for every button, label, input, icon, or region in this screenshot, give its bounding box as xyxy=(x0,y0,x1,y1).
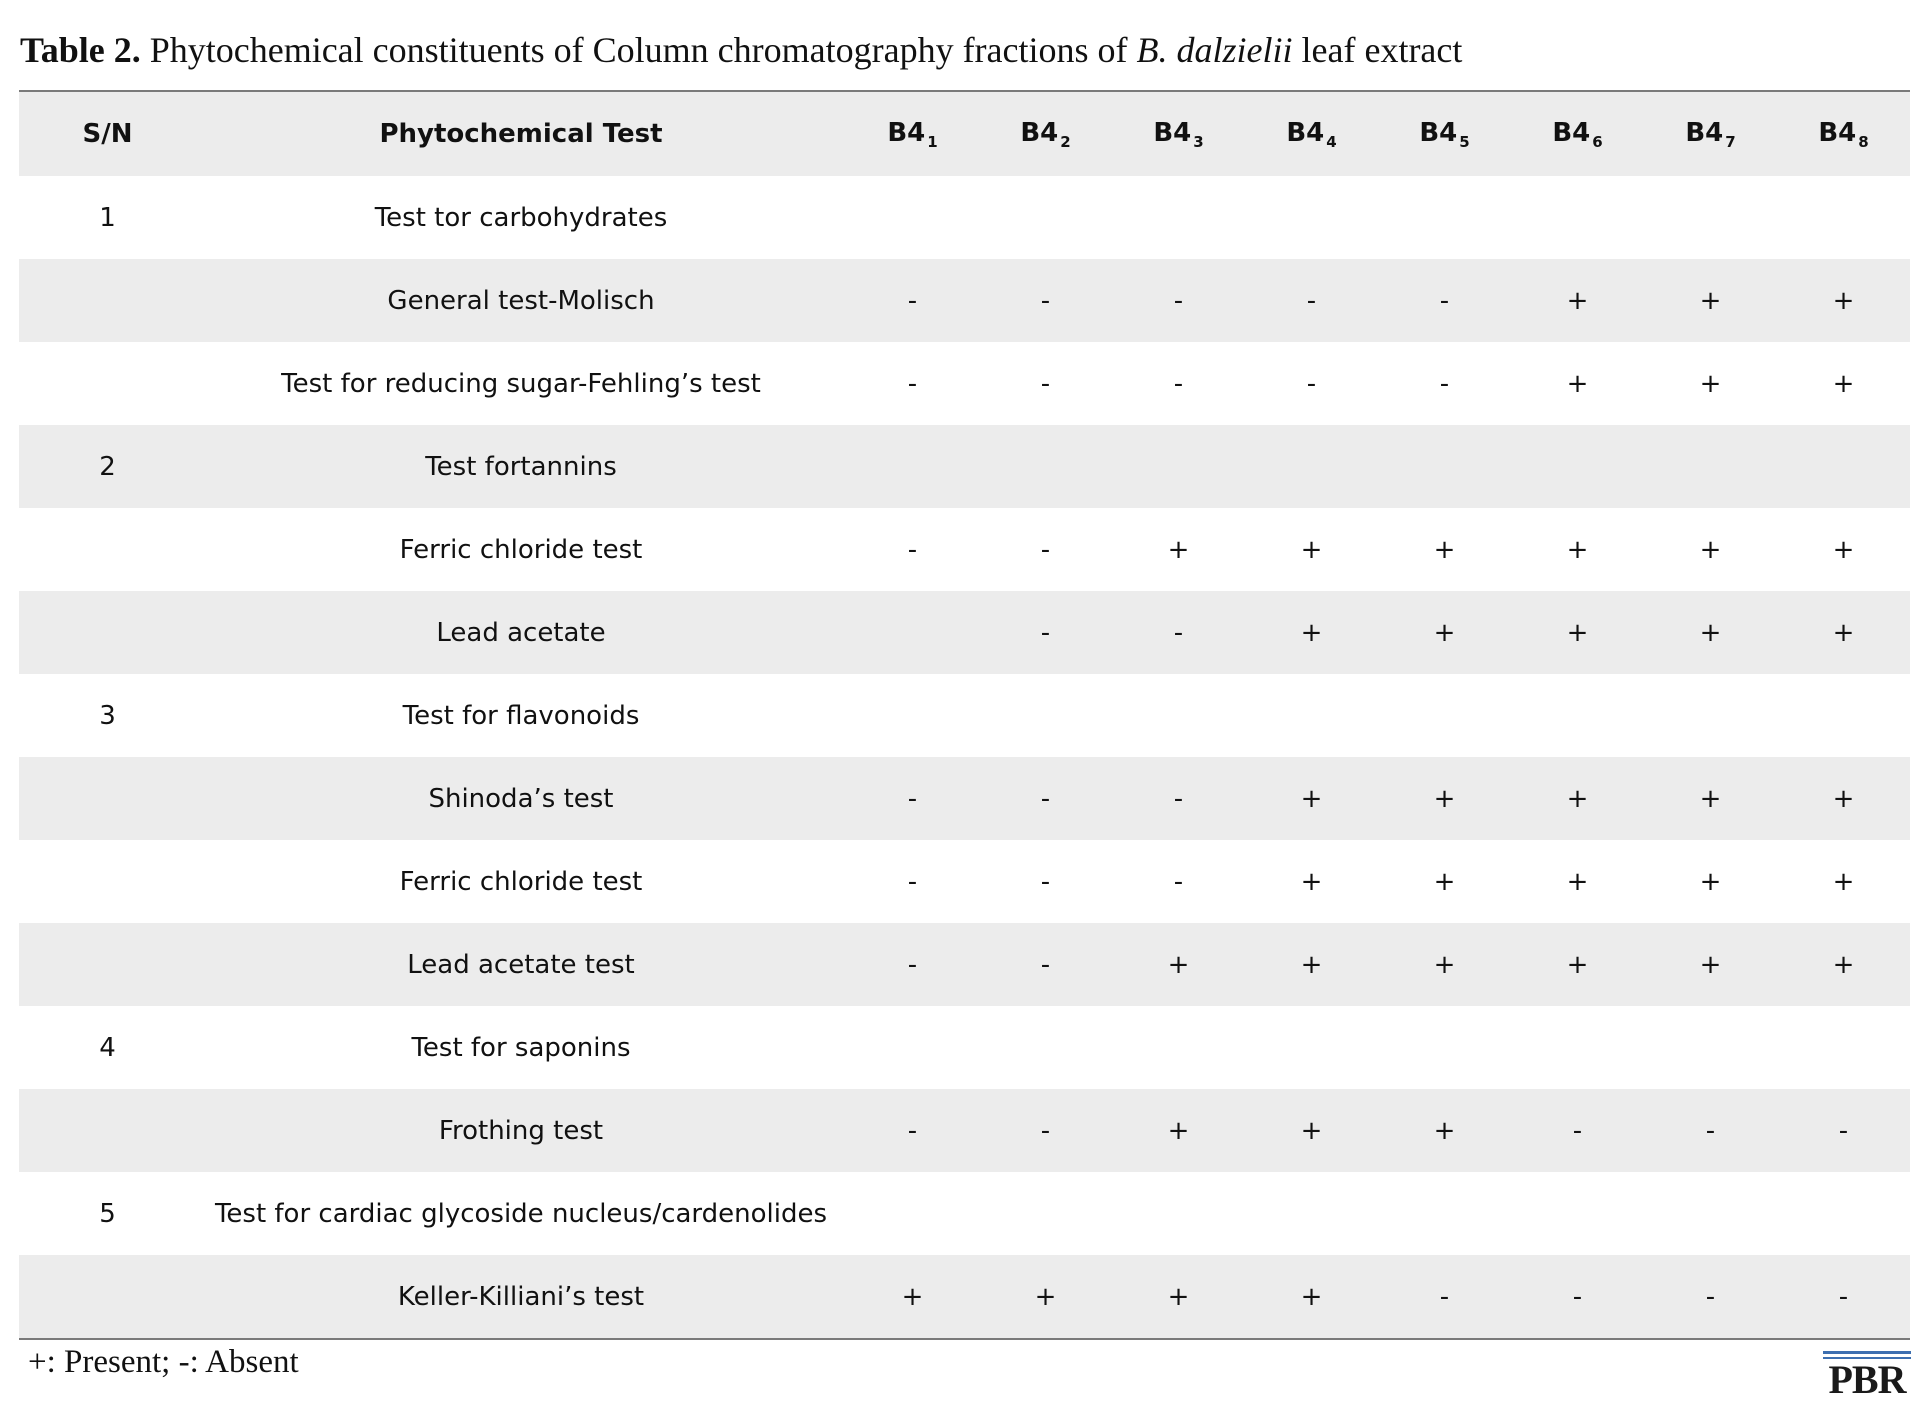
header-fraction xyxy=(979,92,1112,176)
cell-result xyxy=(1112,1006,1245,1089)
cell-result: + xyxy=(1832,949,1855,980)
phytochemical-table xyxy=(19,90,1910,1340)
fraction-subscript: 6 xyxy=(1592,132,1603,151)
cell-result: - xyxy=(1572,1281,1583,1312)
cell-result xyxy=(979,1006,1112,1089)
cell-result: + xyxy=(1832,617,1855,648)
cell-test: Lead acetate test xyxy=(407,949,635,980)
cell-result xyxy=(979,1172,1112,1255)
cell-test: Frothing test xyxy=(438,1115,604,1146)
cell-sn: 1 xyxy=(99,202,116,233)
cell-result: + xyxy=(1167,1115,1190,1146)
cell-test: Test for flavonoids xyxy=(402,700,640,731)
cell-result xyxy=(1378,1172,1511,1255)
fraction-subscript: 1 xyxy=(927,132,938,151)
table-row xyxy=(19,757,1910,840)
table-row xyxy=(19,342,1910,425)
cell-result: + xyxy=(1034,1281,1057,1312)
table-caption xyxy=(20,26,1462,74)
cell-result: + xyxy=(1566,285,1589,316)
cell-result xyxy=(1112,176,1245,259)
fraction-subscript: 5 xyxy=(1459,132,1470,151)
cell-result: + xyxy=(1300,534,1323,565)
header-fraction xyxy=(1378,92,1511,176)
cell-result xyxy=(846,674,979,757)
table-label: Table 2. xyxy=(20,30,141,70)
table-row xyxy=(19,259,1910,342)
cell-result xyxy=(1378,674,1511,757)
cell-result: - xyxy=(1838,1115,1849,1146)
header-sn: S/N xyxy=(82,119,133,149)
cell-result: + xyxy=(1300,866,1323,897)
cell-result xyxy=(1777,1006,1910,1089)
cell-result xyxy=(1378,1006,1511,1089)
cell-result: - xyxy=(1173,368,1184,399)
caption-text-before: Phytochemical constituents of Column chromatography fractions of xyxy=(140,30,1137,70)
cell-sn xyxy=(19,1255,196,1338)
cell-result: - xyxy=(1439,1281,1450,1312)
cell-result: + xyxy=(1433,783,1456,814)
cell-result: + xyxy=(1167,949,1190,980)
cell-result: - xyxy=(907,949,918,980)
cell-result xyxy=(1245,176,1378,259)
fraction-subscript: 4 xyxy=(1326,132,1337,151)
header-row xyxy=(19,92,1910,176)
cell-result xyxy=(1511,674,1644,757)
cell-result xyxy=(1777,425,1910,508)
cell-result xyxy=(1777,1172,1910,1255)
cell-test: Test for saponins xyxy=(411,1032,631,1063)
cell-test: Ferric chloride test xyxy=(399,866,643,897)
cell-sn xyxy=(19,840,196,923)
cell-result xyxy=(846,425,979,508)
fraction-subscript: 3 xyxy=(1193,132,1204,151)
cell-result: + xyxy=(1167,1281,1190,1312)
caption-text-after: leaf extract xyxy=(1292,30,1463,70)
header-fraction xyxy=(1112,92,1245,176)
cell-result xyxy=(1112,425,1245,508)
table-bottom-rule xyxy=(19,1338,1910,1340)
cell-sn xyxy=(19,757,196,840)
cell-result: + xyxy=(1699,368,1722,399)
cell-result: - xyxy=(1306,368,1317,399)
cell-result: - xyxy=(1040,783,1051,814)
logo-text: PBR xyxy=(1828,1357,1906,1402)
cell-test: Keller-Killiani’s test xyxy=(397,1281,645,1312)
cell-result: + xyxy=(1300,617,1323,648)
cell-sn xyxy=(19,923,196,1006)
cell-result xyxy=(1777,674,1910,757)
cell-test: Test fortannins xyxy=(425,451,617,482)
cell-result: + xyxy=(1832,368,1855,399)
cell-result xyxy=(1245,425,1378,508)
table-row xyxy=(19,591,1910,674)
cell-sn: 5 xyxy=(99,1198,116,1229)
table-row xyxy=(19,508,1910,591)
cell-result xyxy=(1378,425,1511,508)
cell-result: - xyxy=(1040,866,1051,897)
cell-result: + xyxy=(1832,783,1855,814)
cell-result: + xyxy=(1433,949,1456,980)
table-body xyxy=(19,176,1910,1338)
cell-sn xyxy=(19,259,196,342)
cell-result xyxy=(846,176,979,259)
cell-result: - xyxy=(1306,285,1317,316)
cell-sn xyxy=(19,1089,196,1172)
cell-result xyxy=(1112,674,1245,757)
cell-result: - xyxy=(907,866,918,897)
cell-result xyxy=(1644,176,1777,259)
cell-result: + xyxy=(1566,617,1589,648)
header-fraction xyxy=(1644,92,1777,176)
cell-result xyxy=(846,1006,979,1089)
cell-result xyxy=(1777,176,1910,259)
cell-result: - xyxy=(1040,1115,1051,1146)
cell-result xyxy=(846,591,979,674)
fraction-base: B4 xyxy=(1552,117,1591,148)
cell-result xyxy=(1378,176,1511,259)
cell-result xyxy=(1644,1006,1777,1089)
cell-result: + xyxy=(1300,783,1323,814)
header-test: Phytochemical Test xyxy=(379,119,663,149)
fraction-base: B4 xyxy=(887,117,926,148)
fraction-base: B4 xyxy=(1286,117,1325,148)
cell-result: - xyxy=(1040,285,1051,316)
cell-result: - xyxy=(1572,1115,1583,1146)
cell-result: + xyxy=(1832,285,1855,316)
fraction-base: B4 xyxy=(1685,117,1724,148)
cell-result xyxy=(1644,1172,1777,1255)
fraction-base: B4 xyxy=(1419,117,1458,148)
cell-result xyxy=(1511,1006,1644,1089)
cell-result: - xyxy=(1040,949,1051,980)
cell-test: Ferric chloride test xyxy=(399,534,643,565)
cell-result xyxy=(1644,425,1777,508)
cell-result: + xyxy=(1832,534,1855,565)
header-fraction xyxy=(1245,92,1378,176)
cell-test: Shinoda’s test xyxy=(428,783,614,814)
cell-result xyxy=(979,425,1112,508)
fraction-subscript: 8 xyxy=(1858,132,1869,151)
cell-result: + xyxy=(1832,866,1855,897)
cell-sn xyxy=(19,591,196,674)
cell-test: Test tor carbohydrates xyxy=(374,202,668,233)
cell-result: + xyxy=(1699,534,1722,565)
cell-test: Test for cardiac glycoside nucleus/cardenolides xyxy=(214,1198,828,1229)
pbr-logo xyxy=(1823,1351,1911,1401)
cell-test: General test-Molisch xyxy=(387,285,655,316)
cell-sn: 2 xyxy=(99,451,116,482)
cell-result: + xyxy=(1300,949,1323,980)
cell-result: + xyxy=(1699,285,1722,316)
table-row xyxy=(19,425,1910,508)
cell-result: - xyxy=(1439,368,1450,399)
cell-result: + xyxy=(1699,866,1722,897)
cell-result: + xyxy=(1433,866,1456,897)
cell-result xyxy=(1245,674,1378,757)
cell-result: - xyxy=(907,368,918,399)
cell-test: Test for reducing sugar-Fehling’s test xyxy=(281,368,761,399)
cell-result: + xyxy=(1566,368,1589,399)
fraction-base: B4 xyxy=(1020,117,1059,148)
table-row xyxy=(19,1006,1910,1089)
table-row xyxy=(19,176,1910,259)
cell-result: - xyxy=(1173,783,1184,814)
table-footnote: +: Present; -: Absent xyxy=(28,1344,299,1380)
cell-result: + xyxy=(1433,1115,1456,1146)
species-name: B. dalzielii xyxy=(1136,30,1293,70)
cell-result: - xyxy=(907,783,918,814)
cell-result: + xyxy=(1699,617,1722,648)
cell-result: + xyxy=(1566,534,1589,565)
cell-result: - xyxy=(1040,534,1051,565)
table-row xyxy=(19,1089,1910,1172)
cell-result: + xyxy=(1566,783,1589,814)
cell-result xyxy=(1245,1172,1378,1255)
cell-result: - xyxy=(1173,617,1184,648)
cell-result: + xyxy=(1300,1115,1323,1146)
cell-result xyxy=(1511,1172,1644,1255)
cell-result: - xyxy=(1173,285,1184,316)
cell-result xyxy=(1245,1006,1378,1089)
cell-result: + xyxy=(1433,617,1456,648)
cell-result: - xyxy=(1040,617,1051,648)
cell-result: - xyxy=(1439,285,1450,316)
cell-result xyxy=(1644,674,1777,757)
cell-result: - xyxy=(907,1115,918,1146)
cell-result: - xyxy=(1040,368,1051,399)
cell-sn xyxy=(19,508,196,591)
fraction-base: B4 xyxy=(1153,117,1192,148)
results-table xyxy=(19,92,1910,1338)
cell-result: + xyxy=(1699,783,1722,814)
header-fraction xyxy=(846,92,979,176)
table-row xyxy=(19,923,1910,1006)
cell-sn xyxy=(19,342,196,425)
cell-result: - xyxy=(907,285,918,316)
fraction-base: B4 xyxy=(1818,117,1857,148)
cell-result xyxy=(1112,1172,1245,1255)
cell-result: - xyxy=(1173,866,1184,897)
header-fraction xyxy=(1777,92,1910,176)
cell-result xyxy=(979,176,1112,259)
cell-result: + xyxy=(1300,1281,1323,1312)
table-row xyxy=(19,840,1910,923)
cell-result xyxy=(979,674,1112,757)
cell-sn: 3 xyxy=(99,700,116,731)
cell-result: - xyxy=(907,534,918,565)
cell-result xyxy=(1511,176,1644,259)
cell-result: - xyxy=(1838,1281,1849,1312)
cell-result: + xyxy=(1566,866,1589,897)
header-fraction xyxy=(1511,92,1644,176)
cell-result: + xyxy=(1699,949,1722,980)
table-row xyxy=(19,1255,1910,1338)
cell-result: + xyxy=(901,1281,924,1312)
fraction-subscript: 2 xyxy=(1060,132,1071,151)
cell-sn: 4 xyxy=(99,1032,116,1063)
fraction-subscript: 7 xyxy=(1725,132,1736,151)
cell-result: + xyxy=(1433,534,1456,565)
cell-result: - xyxy=(1705,1115,1716,1146)
cell-result: + xyxy=(1566,949,1589,980)
cell-result: - xyxy=(1705,1281,1716,1312)
cell-result: + xyxy=(1167,534,1190,565)
cell-result xyxy=(846,1172,979,1255)
table-row xyxy=(19,1172,1910,1255)
cell-test: Lead acetate xyxy=(436,617,606,648)
cell-result xyxy=(1511,425,1644,508)
table-row xyxy=(19,674,1910,757)
